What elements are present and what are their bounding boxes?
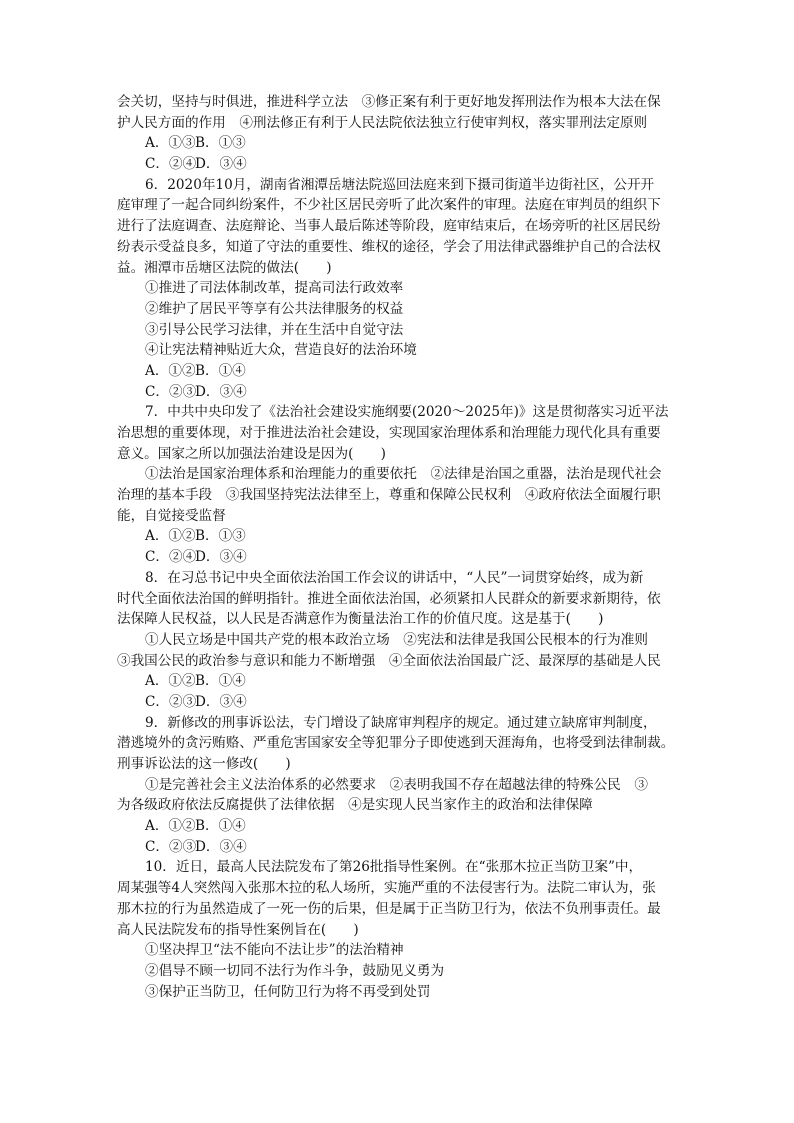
question-7-stem-line: 7．中共中央印发了《法治社会建设实施纲要(2020～2025年)》这是贯彻落实习近平法 <box>145 404 669 421</box>
answer-row <box>117 526 677 547</box>
answer-choice-a[interactable]: A．①② <box>145 673 196 690</box>
answer-row <box>117 133 677 154</box>
question-6-stem-line: 进行了法庭调查、法庭辩论、当事人最后陈述等阶段，庭审结束后，在场旁听的社区居民纷 <box>117 218 661 235</box>
question-10-stem-line: 10．近日，最高人民法院发布了第26批指导性案例。在“张那木拉正当防卫案”中， <box>145 859 643 876</box>
question-9-stem-line: 9．新修改的刑事诉讼法，专门增设了缺席审判程序的规定。通过建立缺席审判制度， <box>145 714 657 731</box>
question-9-stem-line: 刑事诉讼法的这一修改( ) <box>117 756 291 772</box>
question-6-statement: ④让宪法精神贴近大众，营造良好的法治环境 <box>145 342 417 359</box>
answer-choice-a[interactable]: A．①③ <box>145 135 196 152</box>
question-5-text-line: 护人民方面的作用 ④刑法修正有利于人民法院依法独立行使审判权，落实罪刑法定原则 <box>117 114 648 131</box>
question-8-stem-line: 时代全面依法治国的鲜明指针。推进全面依法治国，必须紧扣人民群众的新要求新期待，依 <box>117 590 661 607</box>
question-list <box>117 92 677 1002</box>
question-9 <box>117 713 677 858</box>
answer-row <box>117 547 677 568</box>
question-7-stem-line: 治思想的重要体现，对于推进法治社会建设，实现国家治理体系和治理能力现代化具有重要 <box>117 425 661 441</box>
question-8 <box>117 568 677 713</box>
answer-choice-c[interactable]: C．②③ <box>145 383 197 400</box>
question-10-statement: ①坚决捍卫“法不能向不法让步”的法治精神 <box>145 942 404 959</box>
question-6-statement: ③引导公民学习法律，并在生活中自觉守法 <box>145 321 404 338</box>
question-10-stem-line: 高人民法院发布的指导性案例旨在( ) <box>117 921 359 938</box>
question-7 <box>117 402 677 568</box>
answer-choice-b[interactable]: B．①③ <box>195 528 246 545</box>
answer-choice-d[interactable]: D．③④ <box>195 383 247 400</box>
question-8-statement: ③我国公民的政治参与意识和能力不断增强 ④全面依法治国最广泛、最深厚的基础是人民 <box>117 652 661 669</box>
answer-choice-c[interactable]: C．②③ <box>145 838 197 855</box>
question-7-statement: 能，自觉接受监督 <box>117 507 226 524</box>
answer-choice-d[interactable]: D．③④ <box>195 549 247 566</box>
question-5-text-line: 会关切，坚持与时俱进，推进科学立法 ③修正案有利于更好地发挥刑法作为根本大法在保 <box>117 94 661 110</box>
question-6 <box>117 175 677 403</box>
answer-row <box>117 671 677 692</box>
answer-choice-d[interactable]: D．③④ <box>195 693 247 710</box>
answer-choice-c[interactable]: C．②③ <box>145 693 197 710</box>
answer-choice-a[interactable]: A．①② <box>145 528 196 545</box>
answer-row <box>117 154 677 175</box>
answer-row <box>117 361 677 382</box>
answer-choice-b[interactable]: B．①④ <box>195 362 246 379</box>
answer-row <box>117 837 677 858</box>
answer-choice-c[interactable]: C．②④ <box>145 549 197 566</box>
answer-choice-b[interactable]: B．①③ <box>195 135 246 152</box>
question-9-statement: ①是完善社会主义法治体系的必然要求 ②表明我国不存在超越法律的特殊公民 ③ <box>145 776 648 793</box>
answer-choice-a[interactable]: A．①② <box>145 362 196 379</box>
answer-choice-d[interactable]: D．③④ <box>195 156 247 173</box>
question-10 <box>117 857 677 1002</box>
question-9-statement: 为各级政府依法反腐提供了法律依据 ④是实现人民当家作主的政治和法律保障 <box>117 797 593 814</box>
question-10-statement: ③保护正当防卫，任何防卫行为将不再受到处罚 <box>145 983 431 1000</box>
question-10-statement: ②倡导不顾一切同不法行为作斗争，鼓励见义勇为 <box>145 962 445 979</box>
answer-row <box>117 382 677 403</box>
question-8-stem-line: 8．在习总书记中央全面依法治国工作会议的讲话中，“人民”一词贯穿始终，成为新 <box>145 569 644 586</box>
question-7-statement: 治理的基本手段 ③我国坚持宪法法律至上，尊重和保障公民权利 ④政府依法全面履行职 <box>117 487 661 504</box>
question-6-statement: ①推进了司法体制改革，提高司法行政效率 <box>145 280 404 297</box>
question-8-statement: ①人民立场是中国共产党的根本政治立场 ②宪法和法律是我国公民根本的行为准则 <box>145 631 648 648</box>
question-6-stem-line: 6．2020年10月，湖南省湘潭岳塘法院巡回法庭来到下摄司街道半边街社区，公开开 <box>145 176 655 193</box>
answer-choice-b[interactable]: B．①④ <box>195 673 246 690</box>
answer-row <box>117 816 677 837</box>
question-6-statement: ②维护了居民平等享有公共法律服务的权益 <box>145 300 404 317</box>
answer-choice-c[interactable]: C．②④ <box>145 156 197 173</box>
answer-choice-d[interactable]: D．③④ <box>195 838 247 855</box>
question-7-stem-line: 意义。国家之所以加强法治建设是因为( ) <box>117 445 386 462</box>
question-5 <box>117 92 677 175</box>
answer-row <box>117 692 677 713</box>
question-8-stem-line: 法保障人民权益，以人民是否满意作为衡量法治工作的价值尺度。这是基于( ) <box>117 611 604 628</box>
answer-choice-b[interactable]: B．①④ <box>195 818 246 835</box>
question-6-stem-line: 益。湘潭市岳塘区法院的做法( ) <box>117 259 332 276</box>
question-7-statement: ①法治是国家治理体系和治理能力的重要依托 ②法律是治国之重器，法治是现代社会 <box>145 466 662 483</box>
question-10-stem-line: 周某强等4人突然闯入张那木拉的私人场所，实施严重的不法侵害行为。法院二审认为，张 <box>117 880 656 897</box>
answer-choice-a[interactable]: A．①② <box>145 818 196 835</box>
question-6-stem-line: 纷表示受益良多，知道了守法的重要性、维权的途径，学会了用法律武器维护自己的合法权 <box>117 238 661 255</box>
question-6-stem-line: 庭审理了一起合同纠纷案件，不少社区居民旁听了此次案件的审理。法庭在审判员的组织下 <box>117 197 661 214</box>
question-10-stem-line: 那木拉的行为虽然造成了一死一伤的后果，但是属于正当防卫行为，依法不负刑事责任。最 <box>117 900 661 917</box>
question-9-stem-line: 潜逃境外的贪污贿赂、严重危害国家安全等犯罪分子即使逃到天涯海角，也将受到法律制裁。 <box>117 735 675 752</box>
